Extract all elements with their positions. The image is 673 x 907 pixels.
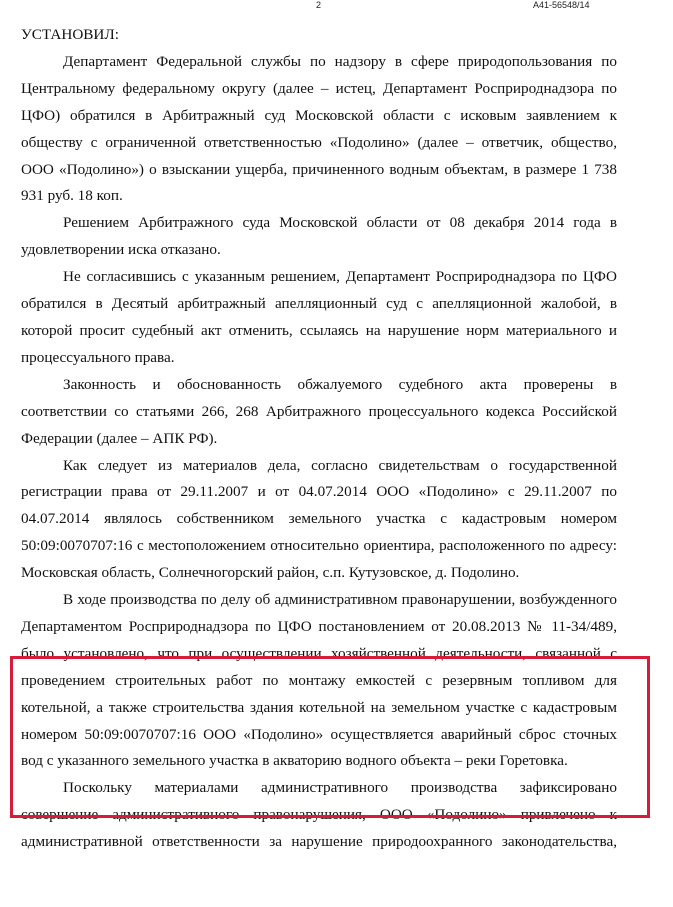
paragraph-ownership: Как следует из материалов дела, согласно свидетельствам о государственной регистрации права от 29.11.2007 и от 04.07.2014 ООО «Подолино» с 29.11.2007 по 04.07.2014 являлось собственником земельного участка с кадастровым номером 50:09:0070707:16 с местоположением относительно ориентира, расположенного по адресу: Московская область, Солнечногорский район, с.п. Кутузовское, д. Подолино.: [21, 456, 617, 582]
paragraph-review: Законность и обоснованность обжалуемого судебного акта проверены в соответствии со статьями 266, 268 Арбитражного процессуального кодекса Российской Федерации (далее – АПК РФ).: [21, 375, 617, 447]
section-heading: УСТАНОВИЛ:: [21, 26, 119, 43]
document-body: [21, 22, 617, 856]
paragraph-liability: Поскольку материалами административного производства зафиксировано совершение административного правонарушения, ООО «Подолино» привлечено к административной ответственности за нарушение природоохранного законодательства,: [21, 779, 617, 851]
case-number: А41-56548/14: [533, 0, 590, 10]
paragraph-claim: Департамент Федеральной службы по надзору в сфере природопользования по Центральному федеральному округу (далее – истец, Департамент Росприроднадзора по ЦФО) обратился в Арбитражный суд Московской области с исковым заявлением к обществу с ограниченной ответственностью «Подолино» (далее – ответчик, общество, ООО «Подолино») о взыскании ущерба, причиненного водным объектам, в размере 1 738 931 руб. 18 коп.: [21, 52, 617, 205]
paragraph-decision: Решением Арбитражного суда Московской области от 08 декабря 2014 года в удовлетворении иска отказано.: [21, 214, 617, 259]
paragraph-appeal: Не согласившись с указанным решением, Департамент Росприроднадзора по ЦФО обратился в Десятый арбитражный апелляционный суд с апелляционной жалобой, в которой просит судебный акт отменить, ссылаясь на нарушение норм материального и процессуального права.: [21, 268, 617, 366]
paragraph-violation: В ходе производства по делу об административном правонарушении, возбужденного Департаментом Росприроднадзора по ЦФО постановлением от 20.08.2013 № 11-34/489, было установлено, что при осуществлении хозяйственной деятельности, связанной с проведением строительных работ по монтажу емкостей с резервным топливом для котельной, а также строительства здания котельной на земельном участке с кадастровым номером 50:09:0070707:16 ООО «Подолино» осуществляется аварийный сброс сточных вод с указанного земельного участка в акваторию водного объекта – реки Горетовка.: [21, 591, 617, 770]
page-number: 2: [316, 0, 322, 10]
